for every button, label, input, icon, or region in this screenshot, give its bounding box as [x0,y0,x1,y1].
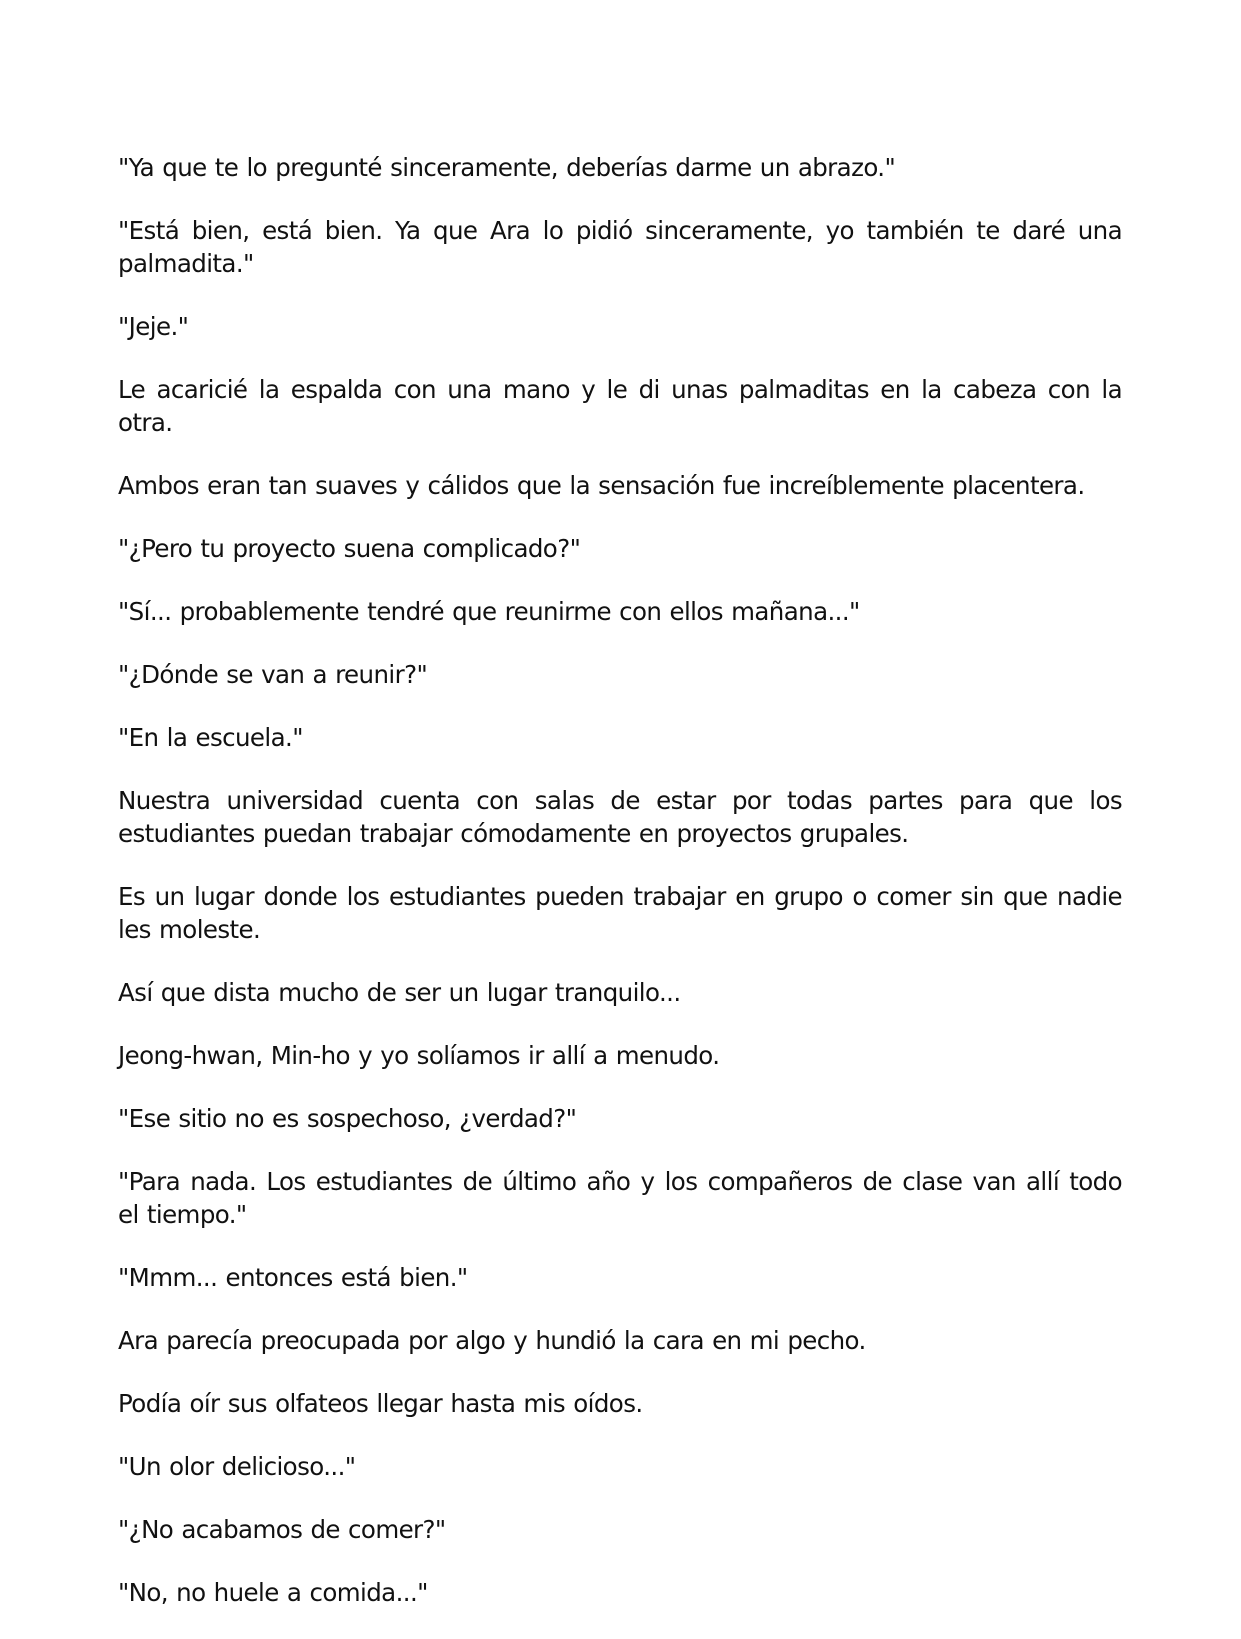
paragraph: "¿Pero tu proyecto suena complicado?" [118,534,581,563]
paragraph: "Ese sitio no es sospechoso, ¿verdad?" [118,1104,577,1133]
paragraph: Le acaricié la espalda con una mano y le di unas palmaditas en la cabeza con la otra. [118,375,1122,437]
paragraph: Ambos eran tan suaves y cálidos que la sensación fue increíblemente placentera. [118,471,1085,500]
paragraph: "No, no huele a comida..." [118,1578,428,1607]
paragraph: "¿No acabamos de comer?" [118,1515,446,1544]
paragraph: "Para nada. Los estudiantes de último año y los compañeros de clase van allí todo el tiempo." [118,1167,1122,1229]
paragraph: Podía oír sus olfateos llegar hasta mis oídos. [118,1389,643,1418]
paragraph: Así que dista mucho de ser un lugar tranquilo... [118,978,681,1007]
paragraph: "Mmm... entonces está bien." [118,1263,468,1292]
paragraph: "Sí... probablemente tendré que reunirme con ellos mañana..." [118,597,860,626]
paragraph: "Jeje." [118,312,189,341]
paragraph: "Un olor delicioso..." [118,1452,356,1481]
paragraph: "Ya que te lo pregunté sinceramente, deberías darme un abrazo." [118,153,896,182]
paragraph: Ara parecía preocupada por algo y hundió la cara en mi pecho. [118,1326,866,1355]
paragraph: "Está bien, está bien. Ya que Ara lo pidió sinceramente, yo también te daré una palmadita." [118,216,1122,278]
paragraph: "En la escuela." [118,723,303,752]
document-body [118,151,1122,1639]
paragraph: Jeong-hwan, Min-ho y yo solíamos ir allí a menudo. [118,1041,720,1070]
paragraph: Nuestra universidad cuenta con salas de estar por todas partes para que los estudiantes puedan trabajar cómodamente en proyectos grupales. [118,786,1122,848]
paragraph: Es un lugar donde los estudiantes pueden trabajar en grupo o comer sin que nadie les moleste. [118,882,1122,944]
paragraph: "¿Dónde se van a reunir?" [118,660,428,689]
